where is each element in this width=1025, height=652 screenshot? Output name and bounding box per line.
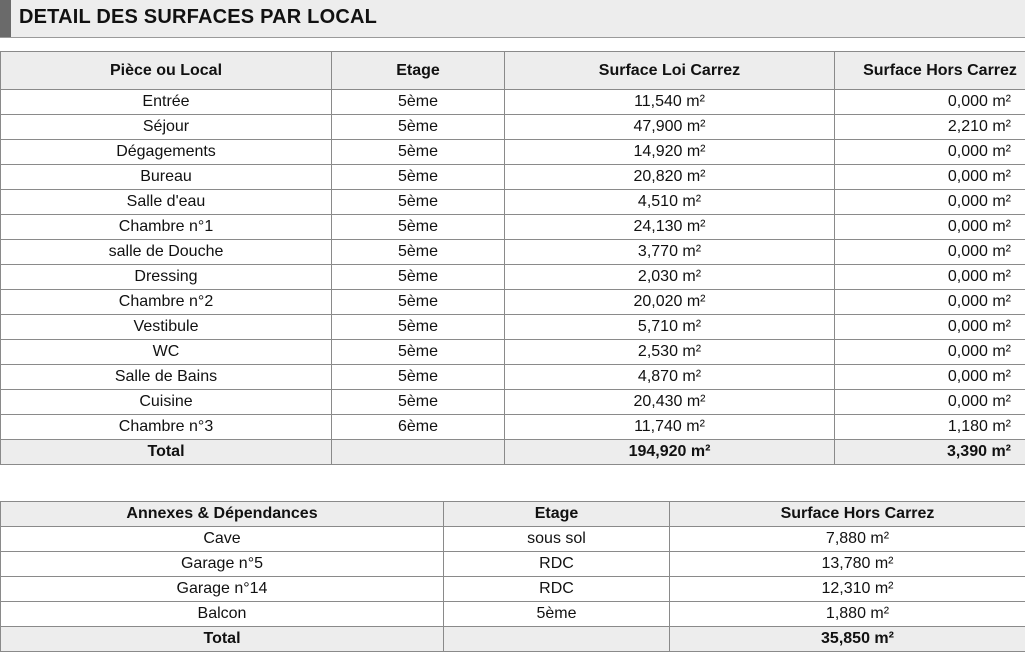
table-row: [1, 90, 1025, 115]
table-cell: 0,000 m²: [835, 215, 1025, 240]
table-cell: Garage n°5: [1, 552, 444, 577]
table-row: [1, 190, 1025, 215]
table-cell: 7,880 m²: [670, 527, 1025, 552]
table-cell: Chambre n°2: [1, 290, 332, 315]
table-cell: 0,000 m²: [835, 290, 1025, 315]
table-cell: Salle d'eau: [1, 190, 332, 215]
table-cell: Cuisine: [1, 390, 332, 415]
table-cell: 5ème: [444, 602, 670, 627]
table-cell: 5ème: [332, 215, 505, 240]
table-cell: 0,000 m²: [835, 340, 1025, 365]
table-cell: 5ème: [332, 90, 505, 115]
table-cell: 20,820 m²: [505, 165, 835, 190]
table-cell: 20,020 m²: [505, 290, 835, 315]
column-header: Annexes & Dépendances: [1, 502, 444, 527]
table-cell: 0,000 m²: [835, 90, 1025, 115]
table-row: [1, 602, 1025, 627]
table-cell: 3,770 m²: [505, 240, 835, 265]
table-cell: Balcon: [1, 602, 444, 627]
table-cell: Entrée: [1, 90, 332, 115]
total-cell: 35,850 m²: [670, 627, 1025, 652]
table-cell: Dressing: [1, 265, 332, 290]
table-cell: 2,210 m²: [835, 115, 1025, 140]
section-title: DETAIL DES SURFACES PAR LOCAL: [19, 6, 377, 29]
header-accent-bar: [0, 0, 11, 37]
total-cell: Total: [1, 440, 332, 465]
table-row: [1, 415, 1025, 440]
surfaces-table: [0, 51, 1025, 465]
table-cell: 2,030 m²: [505, 265, 835, 290]
table-cell: 5ème: [332, 265, 505, 290]
table-cell: 20,430 m²: [505, 390, 835, 415]
table-cell: 2,530 m²: [505, 340, 835, 365]
table-header-row: [1, 502, 1025, 527]
table-cell: 0,000 m²: [835, 165, 1025, 190]
annexes-table: [0, 501, 1025, 652]
table-cell: RDC: [444, 552, 670, 577]
table-row: [1, 390, 1025, 415]
table-cell: Chambre n°3: [1, 415, 332, 440]
table-row: [1, 365, 1025, 390]
column-header: Etage: [444, 502, 670, 527]
table-cell: 5ème: [332, 315, 505, 340]
table-row: [1, 340, 1025, 365]
table-cell: 5ème: [332, 115, 505, 140]
table-cell: Dégagements: [1, 140, 332, 165]
table-cell: sous sol: [444, 527, 670, 552]
table-row: [1, 165, 1025, 190]
table-cell: 11,740 m²: [505, 415, 835, 440]
table-cell: 0,000 m²: [835, 315, 1025, 340]
table-cell: 0,000 m²: [835, 140, 1025, 165]
table-row: [1, 577, 1025, 602]
total-cell: [444, 627, 670, 652]
table-cell: 0,000 m²: [835, 390, 1025, 415]
table-cell: 5ème: [332, 390, 505, 415]
table-row: [1, 215, 1025, 240]
table-row: [1, 552, 1025, 577]
table-cell: 0,000 m²: [835, 365, 1025, 390]
table-row: [1, 527, 1025, 552]
total-cell: 194,920 m²: [505, 440, 835, 465]
table-cell: 12,310 m²: [670, 577, 1025, 602]
table-cell: 6ème: [332, 415, 505, 440]
column-header: Surface Hors Carrez: [835, 52, 1025, 90]
table-cell: Garage n°14: [1, 577, 444, 602]
table-cell: 47,900 m²: [505, 115, 835, 140]
table-cell: 5ème: [332, 340, 505, 365]
table-cell: 11,540 m²: [505, 90, 835, 115]
table-cell: 1,880 m²: [670, 602, 1025, 627]
table-cell: 5ème: [332, 165, 505, 190]
table-cell: 5ème: [332, 240, 505, 265]
table-cell: 0,000 m²: [835, 240, 1025, 265]
table-cell: 24,130 m²: [505, 215, 835, 240]
total-row: [1, 440, 1025, 465]
table-cell: 4,510 m²: [505, 190, 835, 215]
total-cell: [332, 440, 505, 465]
total-row: [1, 627, 1025, 652]
watermark-logo: [918, 568, 1025, 628]
column-header: Etage: [332, 52, 505, 90]
table-cell: 0,000 m²: [835, 265, 1025, 290]
table-cell: WC: [1, 340, 332, 365]
table-row: [1, 115, 1025, 140]
table-cell: 5ème: [332, 140, 505, 165]
section-header: [0, 0, 1025, 38]
table-cell: Bureau: [1, 165, 332, 190]
table-cell: 5ème: [332, 190, 505, 215]
table-cell: Salle de Bains: [1, 365, 332, 390]
table-cell: Chambre n°1: [1, 215, 332, 240]
table-header-row: [1, 52, 1025, 90]
table-cell: Séjour: [1, 115, 332, 140]
column-header: Surface Loi Carrez: [505, 52, 835, 90]
table-row: [1, 265, 1025, 290]
table-cell: 13,780 m²: [670, 552, 1025, 577]
table-cell: 5,710 m²: [505, 315, 835, 340]
table-row: [1, 315, 1025, 340]
table-cell: 0,000 m²: [835, 190, 1025, 215]
table-cell: salle de Douche: [1, 240, 332, 265]
table-row: [1, 240, 1025, 265]
table-cell: RDC: [444, 577, 670, 602]
column-header: Surface Hors Carrez: [670, 502, 1025, 527]
table-cell: 1,180 m²: [835, 415, 1025, 440]
table-cell: 4,870 m²: [505, 365, 835, 390]
total-cell: Total: [1, 627, 444, 652]
table-cell: 5ème: [332, 290, 505, 315]
column-header: Pièce ou Local: [1, 52, 332, 90]
table-cell: 14,920 m²: [505, 140, 835, 165]
total-cell: 3,390 m²: [835, 440, 1025, 465]
table-cell: 5ème: [332, 365, 505, 390]
table-cell: Vestibule: [1, 315, 332, 340]
table-cell: Cave: [1, 527, 444, 552]
table-row: [1, 290, 1025, 315]
table-row: [1, 140, 1025, 165]
